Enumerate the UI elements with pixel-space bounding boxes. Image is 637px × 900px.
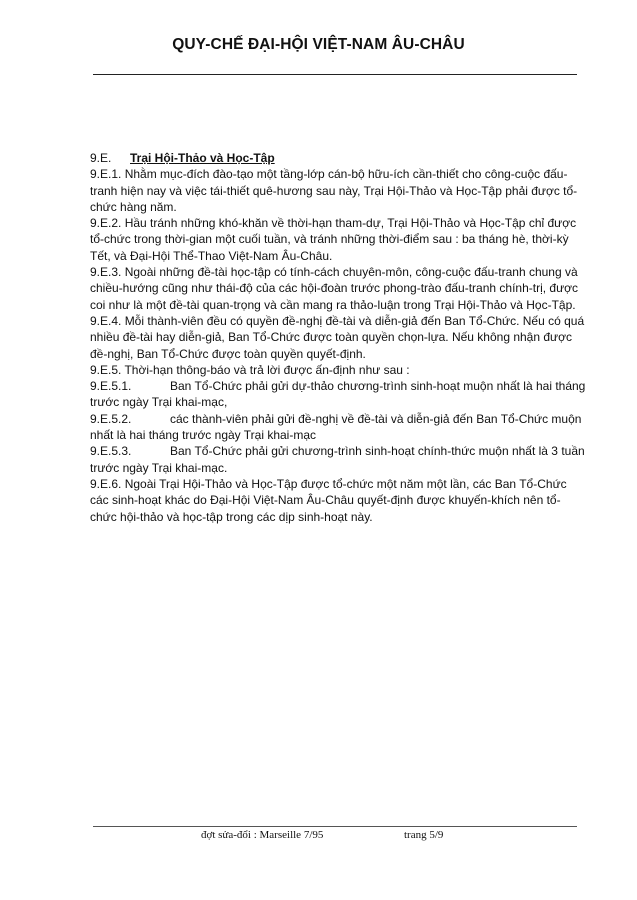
- paragraph-9-e-4: 9.E.4. Mỗi thành-viên đều có quyền đề-nghị đề-tài và diễn-giả đến Ban Tổ-Chức. Nếu có quá nhiều đề-tài hay diễn-giả, Ban Tổ-Chức được toàn quyền chọn-lựa. Nếu không nhận được đề-nghị, Ban Tổ-Chức được toàn quyền quyết-định.: [90, 313, 585, 361]
- paragraph-9-e-1: 9.E.1. Nhằm mục-đích đào-tạo một tầng-lớp cán-bộ hữu-ích cần-thiết cho công-cuộc đấu-tranh hiện nay và việc tái-thiết quê-hương sau này, Trại Hội-Thảo và Học-Tập phải được tổ-chức hàng năm.: [90, 167, 578, 214]
- section-title: Trại Hội-Thảo và Học-Tập: [130, 151, 275, 165]
- subitem-9-e-5-1: [90, 378, 586, 411]
- subitem-number: 9.E.5.1.: [90, 379, 132, 394]
- header-divider: [93, 74, 577, 75]
- subitem-9-e-5-3: [90, 443, 586, 476]
- subitem-text: các thành-viên phải gửi đề-nghị về đề-tài và diễn-giả đến Ban Tổ-Chức muộn nhất là hai tháng trước ngày Trại khai-mạc: [90, 411, 582, 443]
- document-body: [90, 150, 586, 525]
- paragraph-9-e-5: 9.E.5. Thời-hạn thông-báo và trả lời được ấn-định như sau :: [90, 362, 410, 377]
- page-title: QUY-CHẾ ĐẠI-HỘI VIỆT-NAM ÂU-CHÂU: [172, 36, 465, 53]
- subitem-number: 9.E.5.2.: [90, 411, 132, 426]
- footer-divider: [93, 826, 577, 827]
- section-number: 9.E.: [90, 151, 112, 165]
- paragraph-9-e-3: 9.E.3. Ngoài những đề-tài học-tập có tính-cách chuyên-môn, công-cuộc đấu-tranh chung và chiều-hướng cũng như thái-độ của các hội-đoàn trước phong-trào đấu-tranh chính-trị, được coi như là một đề-tài quan-trọng và cần mang ra thảo-luận trong Trại Hội-Thảo và Học-Tập.: [90, 265, 579, 312]
- subitem-9-e-5-2: [90, 411, 586, 444]
- subitem-text: Ban Tổ-Chức phải gửi chương-trình sinh-hoạt chính-thức muộn nhất là 3 tuần trước ngày Trại khai-mạc.: [90, 444, 585, 475]
- revision-note: đợt sửa-đổi : Marseille 7/95: [201, 829, 324, 841]
- section-heading: [90, 150, 586, 166]
- paragraph-9-e-2: 9.E.2. Hầu tránh những khó-khăn về thời-hạn tham-dự, Trại Hội-Thảo và Học-Tập chỉ được tổ-chức trong thời-gian một cuối tuần, và tránh những thời-điểm sau : ba tháng hè, thời-kỳ Tết, và Đại-Hội Thể-Thao Việt-Nam Âu-Châu.: [90, 216, 577, 263]
- page-number: trang 5/9: [404, 829, 444, 841]
- paragraph-9-e-6: 9.E.6. Ngoài Trại Hội-Thảo và Học-Tập được tổ-chức một năm một lần, các Ban Tổ-Chức các sinh-hoạt khác do Đại-Hội Việt-Nam Âu-Châu quyết-định được khuyến-khích nên tổ-chức hội-thảo và học-tập trong các dịp sinh-hoạt này.: [90, 476, 567, 524]
- subitem-text: Ban Tổ-Chức phải gửi dự-thảo chương-trình sinh-hoạt muộn nhất là hai tháng trước ngày Trại khai-mạc,: [90, 379, 586, 410]
- subitem-number: 9.E.5.3.: [90, 444, 132, 459]
